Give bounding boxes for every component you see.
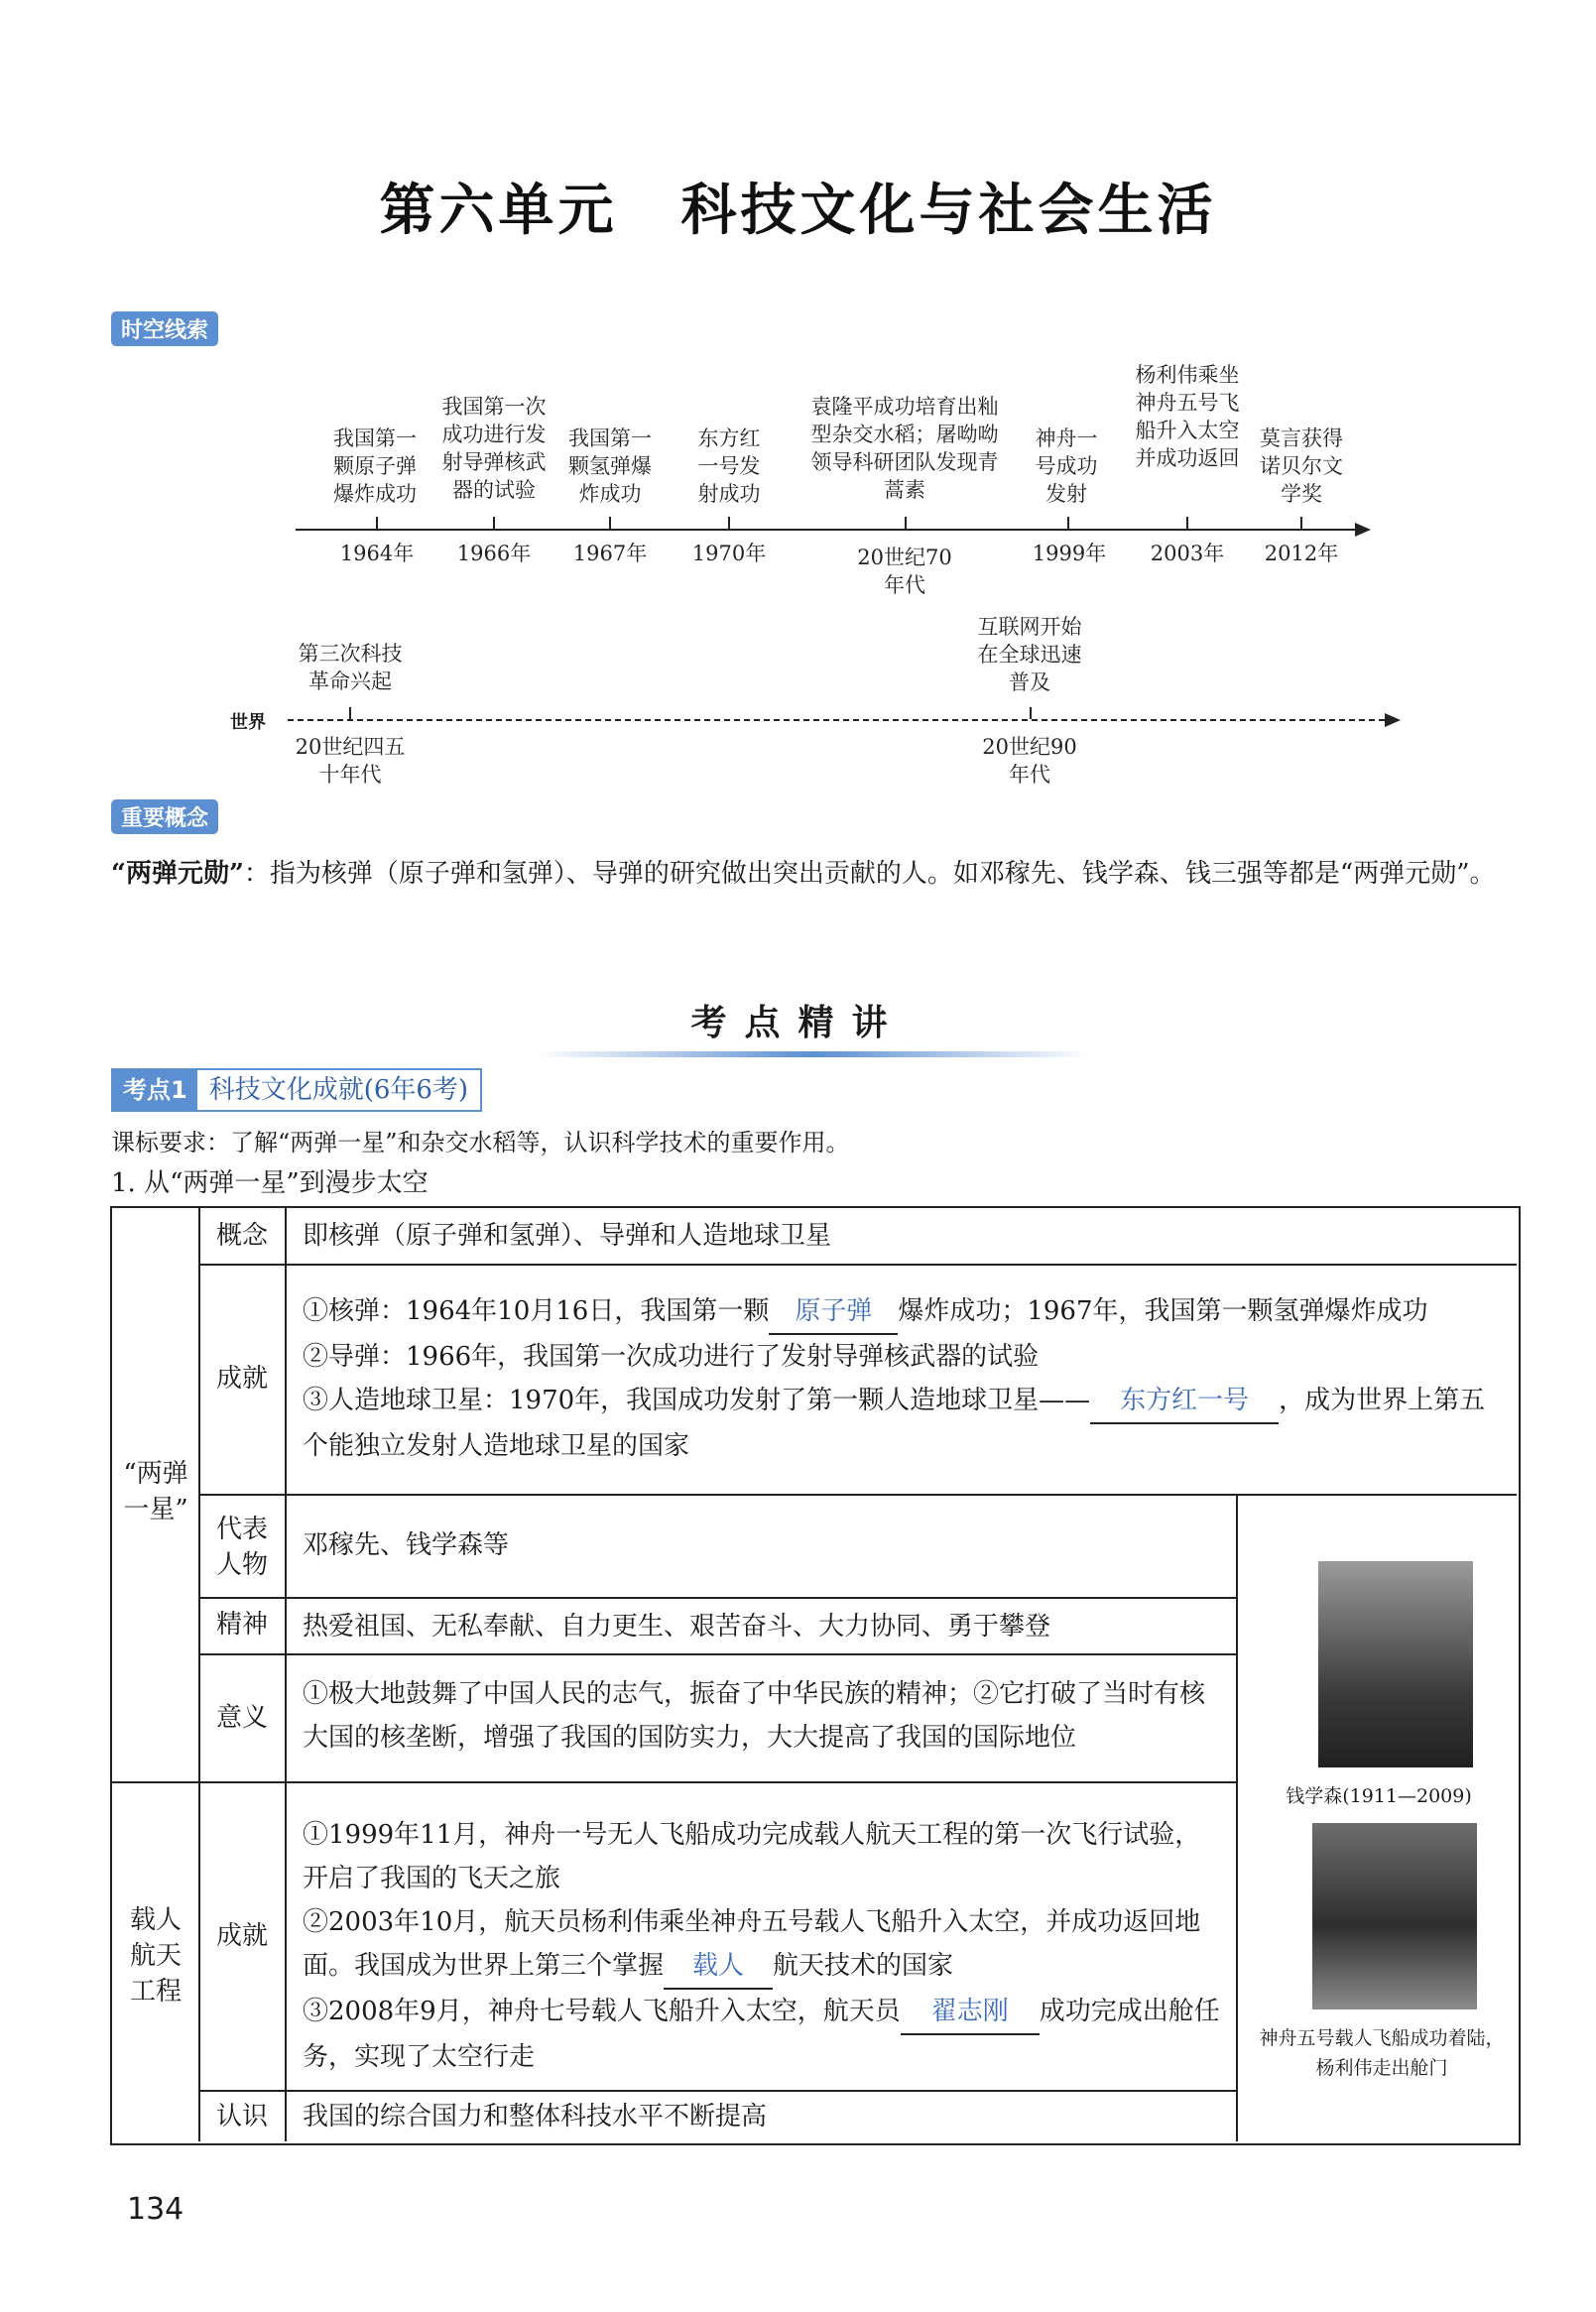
timeline-year: 20世纪四五十年代	[295, 735, 406, 787]
timeline-event: 我国第一次成功进行发射导弹核武器的试验	[441, 395, 547, 502]
timeline-axis	[296, 529, 1355, 531]
row-label: 认识	[215, 2102, 268, 2131]
row-label: 成就	[215, 1921, 268, 1951]
space-achievement-cell: ①1999年11月，神舟一号无人飞船成功完成载人航天工程的第一次飞行试验，开启了我国的飞天之旅 ②2003年10月，航天员杨利伟乘坐神舟五号载人飞船升入太空，并成功返回地面。我国成为世界上第三个掌握 载人 航天技术的国家 ③2008年9月，神舟七号载人飞船升入太空，航天员 翟志刚 成功完成出舱任务，实现了太空行走	[303, 1820, 1220, 2072]
timeline-tick	[493, 517, 495, 529]
answer-blank: 翟志刚	[901, 1990, 1040, 2035]
section-underline	[536, 1051, 1091, 1057]
timeline-tick	[1067, 517, 1069, 529]
timeline-year: 1966年	[456, 542, 532, 565]
spirit-cell: 热爱祖国、无私奉献、自力更生、艰苦奋斗、大力协同、勇于攀登	[303, 1612, 1051, 1642]
timeline-year: 2003年	[1150, 542, 1225, 565]
timeline-tick	[1186, 517, 1188, 529]
timeline-event: 第三次科技革命兴起	[298, 642, 403, 693]
timeline-tick	[1300, 517, 1302, 529]
timeline-year: 1999年	[1032, 542, 1107, 565]
group-label: “两弹一星”	[123, 1459, 188, 1524]
timeline-year: 20世纪70年代	[857, 546, 952, 597]
answer-blank: 原子弹	[769, 1289, 898, 1335]
timeline-event: 神舟一号成功发射	[1035, 426, 1098, 506]
kaodian-label: 考点1	[113, 1070, 197, 1110]
achievement-cell: ①核弹：1964年10月16日，我国第一颗 原子弹 爆炸成功；1967年，我国第一颗氢弹爆炸成功 ②导弹：1966年，我国第一次成功进行了发射导弹核武器的试验 ③人造地球卫星：1970年，我国成功发射了第一颗人造地球卫星—— 东方红一号 ，成为世界上第五个能独立发射人造地球卫星的国家	[303, 1289, 1503, 1468]
row-label: 概念	[215, 1221, 268, 1251]
portrait-photo	[1318, 1561, 1473, 1767]
timeline-tick	[376, 517, 378, 529]
timeline-event: 东方红一号发射成功	[697, 426, 761, 506]
group-label: 载人航天工程	[129, 1905, 182, 2007]
people-cell: 邓稼先、钱学森等	[303, 1530, 510, 1560]
kaodian-header	[111, 1068, 482, 1112]
timeline-tick	[609, 517, 611, 529]
world-label: 世界	[230, 712, 266, 733]
timeline-event: 杨利伟乘坐神舟五号飞船升入太空并成功返回	[1135, 363, 1240, 470]
timeline-event: 我国第一颗原子弹爆炸成功	[333, 426, 417, 506]
timeline-tick	[905, 517, 907, 529]
timeline-event: 互联网开始在全球迅速普及	[977, 615, 1082, 694]
answer-blank: 载人	[664, 1944, 773, 1990]
timeline-tick	[1030, 707, 1032, 719]
timeline-event: 袁隆平成功培育出籼型杂交水稻；屠呦呦领导科研团队发现青蒿素	[810, 395, 999, 502]
row-label: 成就	[215, 1364, 268, 1394]
section-title: 考点精讲	[690, 1003, 906, 1043]
kaodian-text: 科技文化成就(6年6考)	[208, 1075, 469, 1105]
answer-blank: 东方红一号	[1090, 1379, 1279, 1424]
page-number: 134	[127, 2192, 184, 2227]
arrow-right-icon	[1385, 713, 1401, 727]
timeline-tag: 时空线索	[111, 311, 218, 346]
timeline-year: 2012年	[1264, 542, 1339, 565]
landing-photo	[1312, 1823, 1477, 2009]
timeline-tick	[349, 707, 351, 719]
timeline-tick	[728, 517, 730, 529]
timeline-year: 1970年	[691, 542, 767, 565]
requirement-text: 课标要求：了解“两弹一星”和杂交水稻等，认识科学技术的重要作用。	[111, 1129, 850, 1156]
timeline-event: 我国第一颗氢弹爆炸成功	[568, 426, 652, 506]
concept-paragraph: “两弹元勋”：指为核弹（原子弹和氢弹）、导弹的研究做出突出贡献的人。如邓稼先、钱学森、钱三强等都是“两弹元勋”。	[111, 859, 1496, 889]
photo-caption: 钱学森(1911—2009)	[1286, 1785, 1472, 1807]
arrow-right-icon	[1355, 523, 1371, 537]
knowledge-cell: 我国的综合国力和整体科技水平不断提高	[303, 2102, 768, 2131]
row-label: 代表人物	[216, 1515, 269, 1580]
photo-caption: 神舟五号载人飞船成功着陆，杨利伟走出舱门	[1259, 2027, 1505, 2079]
row-label: 精神	[215, 1610, 268, 1640]
row-label: 意义	[215, 1703, 268, 1733]
unit-title: 第六单元 科技文化与社会生活	[379, 179, 1217, 243]
world-axis	[288, 719, 1385, 721]
concept-cell: 即核弹（原子弹和氢弹）、导弹和人造地球卫星	[303, 1221, 832, 1251]
subsection-title: 1. 从“两弹一星”到漫步太空	[111, 1168, 429, 1198]
knowledge-table	[110, 1206, 1521, 2145]
timeline-year: 20世纪90年代	[982, 735, 1077, 787]
concept-tag: 重要概念	[111, 799, 218, 834]
timeline-year: 1967年	[572, 542, 648, 565]
meaning-cell: ①极大地鼓舞了中国人民的志气，振奋了中华民族的精神；②它打破了当时有核大国的核垄断，增强了我国的国防实力，大大提高了我国的国际地位	[303, 1679, 1206, 1753]
timeline-event: 莫言获得诺贝尔文学奖	[1260, 426, 1343, 506]
timeline-year: 1964年	[339, 542, 415, 565]
